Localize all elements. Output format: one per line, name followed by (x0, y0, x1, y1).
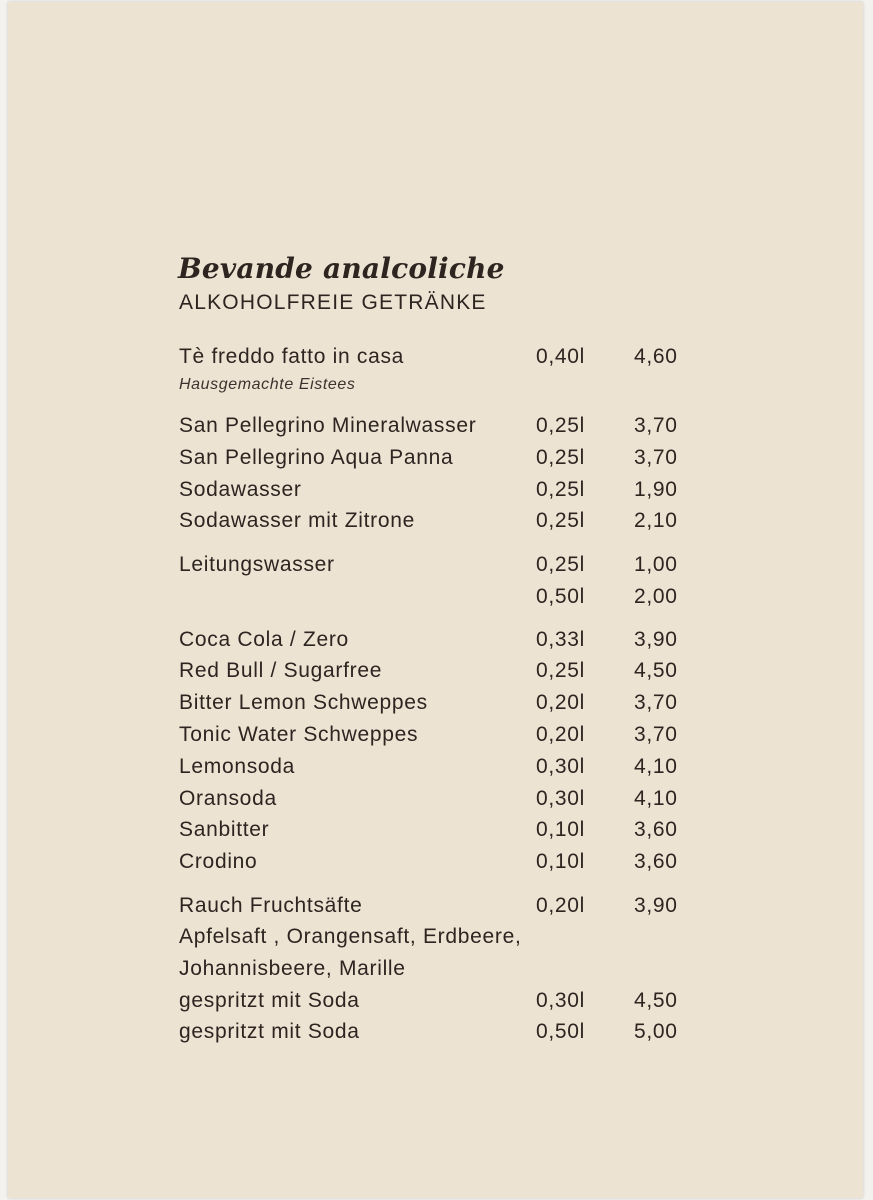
item-price: 2,00 (634, 585, 678, 608)
item-price: 3,90 (634, 628, 678, 651)
item-name: Apfelsaft , Orangensaft, Erdbeere, (179, 925, 522, 948)
menu-row (179, 957, 699, 987)
item-name: Coca Cola / Zero (179, 628, 349, 651)
item-price: 1,90 (634, 478, 678, 501)
menu-row (179, 628, 699, 658)
menu-subtitle: ALKOHOLFREIE GETRÄNKE (179, 291, 487, 314)
menu-row (179, 585, 699, 615)
item-name: San Pellegrino Mineralwasser (179, 414, 477, 437)
menu-row (179, 925, 699, 955)
item-price: 2,10 (634, 509, 678, 532)
menu-row (179, 414, 699, 444)
menu-row (179, 478, 699, 508)
menu-row (179, 818, 699, 848)
item-volume: 0,10l (536, 850, 586, 873)
item-volume: 0,20l (536, 894, 586, 917)
item-volume: 0,25l (536, 446, 586, 469)
item-name: gespritzt mit Soda (179, 989, 360, 1012)
item-price: 4,60 (634, 345, 678, 368)
item-price: 3,70 (634, 723, 678, 746)
item-price: 1,00 (634, 553, 678, 576)
item-price: 3,90 (634, 894, 678, 917)
item-price: 4,10 (634, 787, 678, 810)
menu-page (8, 2, 863, 1198)
item-volume: 0,25l (536, 478, 586, 501)
item-price: 4,50 (634, 989, 678, 1012)
menu-row (179, 850, 699, 880)
item-volume: 0,50l (536, 585, 586, 608)
item-name: Oransoda (179, 787, 277, 810)
item-name: Leitungswasser (179, 553, 335, 576)
item-name: Johannisbeere, Marille (179, 957, 406, 980)
item-name: San Pellegrino Aqua Panna (179, 446, 454, 469)
menu-title: Bevande analcoliche (178, 252, 505, 285)
item-volume: 0,30l (536, 755, 586, 778)
item-name: gespritzt mit Soda (179, 1020, 360, 1043)
item-volume: 0,25l (536, 553, 586, 576)
item-description: Hausgemachte Eistees (179, 376, 356, 393)
menu-row (179, 446, 699, 476)
item-volume: 0,30l (536, 989, 586, 1012)
item-volume: 0,25l (536, 414, 586, 437)
item-volume: 0,20l (536, 723, 586, 746)
item-price: 3,60 (634, 818, 678, 841)
item-price: 5,00 (634, 1020, 678, 1043)
item-name: Tè freddo fatto in casa (179, 345, 405, 368)
item-volume: 0,25l (536, 509, 586, 532)
item-name: Crodino (179, 850, 258, 873)
item-name: Rauch Fruchtsäfte (179, 894, 363, 917)
item-price: 4,10 (634, 755, 678, 778)
item-name: Lemonsoda (179, 755, 296, 778)
item-volume: 0,40l (536, 345, 586, 368)
item-name: Sodawasser mit Zitrone (179, 509, 415, 532)
menu-row (179, 894, 699, 924)
item-price: 3,70 (634, 414, 678, 437)
menu-row-iced-tea (179, 345, 699, 375)
item-name: Bitter Lemon Schweppes (179, 691, 428, 714)
item-price: 4,50 (634, 659, 678, 682)
menu-row (179, 787, 699, 817)
menu-row (179, 659, 699, 689)
item-name: Sodawasser (179, 478, 302, 501)
item-price: 3,60 (634, 850, 678, 873)
menu-row (179, 691, 699, 721)
item-volume: 0,33l (536, 628, 586, 651)
item-volume: 0,50l (536, 1020, 586, 1043)
item-price: 3,70 (634, 446, 678, 469)
item-volume: 0,20l (536, 691, 586, 714)
menu-row (179, 723, 699, 753)
item-volume: 0,10l (536, 818, 586, 841)
menu-row (179, 755, 699, 785)
item-name: Tonic Water Schweppes (179, 723, 419, 746)
menu-row (179, 989, 699, 1019)
item-volume: 0,25l (536, 659, 586, 682)
menu-row (179, 509, 699, 539)
menu-row (179, 553, 699, 583)
item-name: Sanbitter (179, 818, 270, 841)
menu-row (179, 1020, 699, 1050)
item-price: 3,70 (634, 691, 678, 714)
item-volume: 0,30l (536, 787, 586, 810)
item-name: Red Bull / Sugarfree (179, 659, 383, 682)
